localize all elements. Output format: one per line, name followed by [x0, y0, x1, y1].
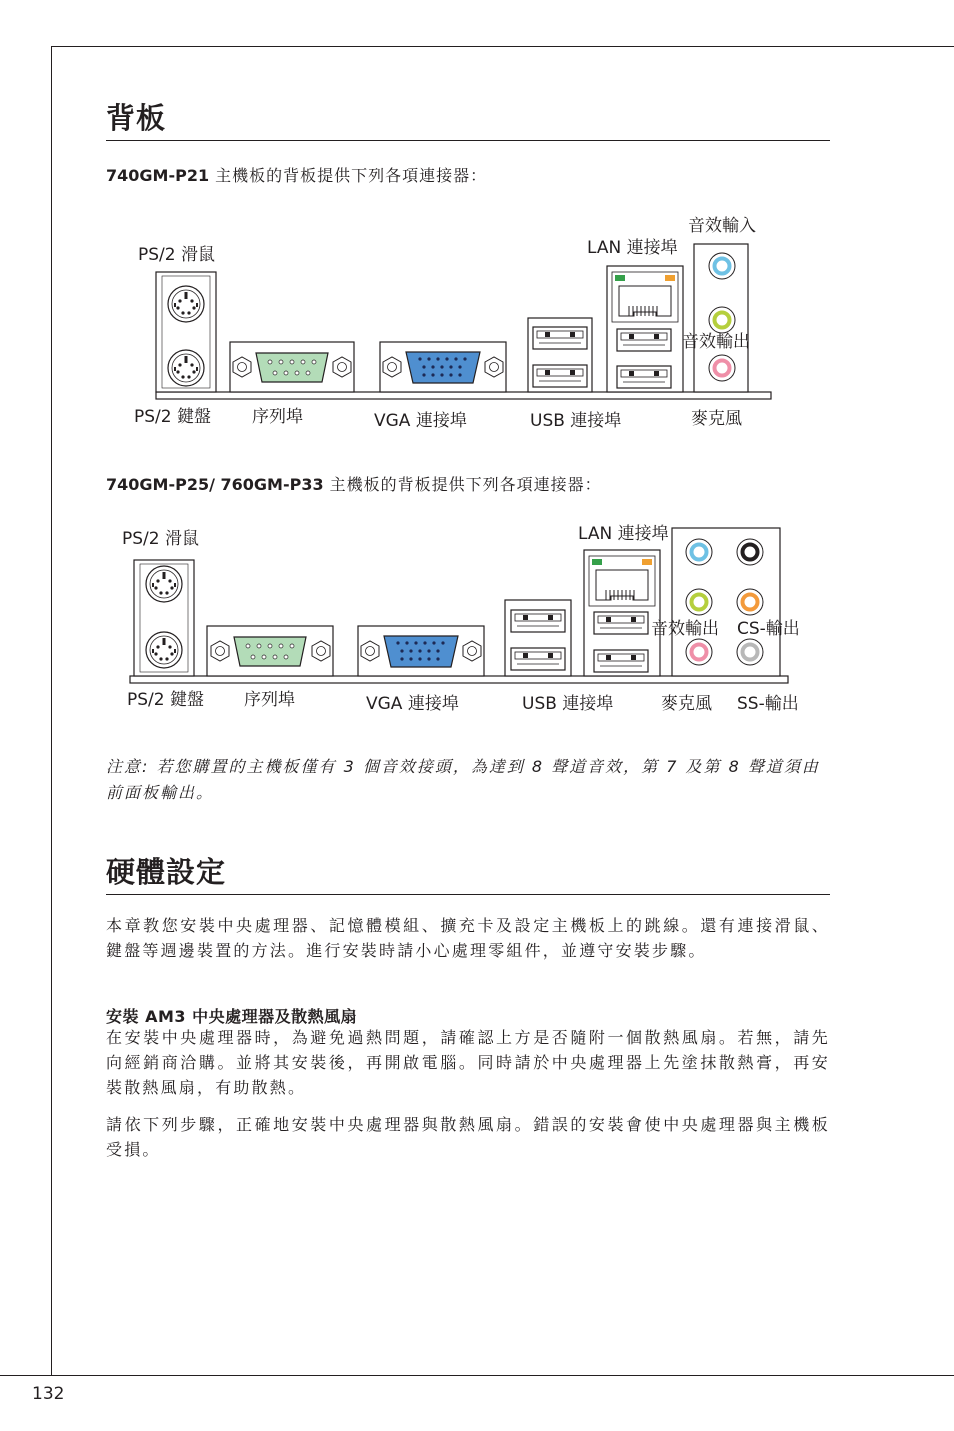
section-title-hardware: 硬體設定 — [106, 855, 227, 889]
section-title-back-panel: 背板 — [106, 101, 167, 135]
line-out-jack — [709, 307, 735, 333]
label-line-out: 音效輸出 — [651, 619, 719, 639]
panel2-model: 740GM-P25/ 760GM-P33 — [106, 475, 324, 494]
ps2-mouse-port — [168, 286, 204, 322]
label-line-out: 音效輸出 — [682, 332, 750, 352]
label-lan: LAN 連接埠 — [578, 524, 669, 544]
section-rule-back-panel — [106, 140, 830, 141]
label-usb: USB 連接埠 — [522, 694, 614, 714]
mic-jack — [686, 639, 712, 665]
section-rule-hardware — [106, 894, 830, 895]
lan-usb-stack — [584, 550, 660, 676]
panel1-intro — [106, 163, 487, 186]
cpu-install-title: 安裝 AM3 中央處理器及散熱風扇 — [106, 1007, 358, 1026]
label-usb: USB 連接埠 — [530, 411, 622, 431]
label-serial: 序列埠 — [244, 690, 295, 710]
page-number: 132 — [32, 1384, 65, 1404]
ps2-keyboard-port — [146, 632, 182, 668]
mic-jack — [709, 355, 735, 381]
line-in-jack — [686, 539, 712, 565]
cpu-install-paragraph-2: 請依下列步驟，正確地安裝中央處理器與散熱風扇。錯誤的安裝會使中央處理器與主機板受損。 — [106, 1115, 830, 1159]
usb-port-stack-1 — [505, 600, 571, 676]
rs-out-jack — [737, 539, 763, 565]
lan-usb-stack — [607, 266, 683, 392]
label-ps2-mouse: PS/2 滑鼠 — [122, 529, 199, 549]
audio-note: 注意: 若您購置的主機板僅有 3 個音效接頭，為達到 8 聲道音效，第 7 及第 8 聲道須由前面板輸出。 — [106, 757, 820, 802]
label-ps2-keyboard: PS/2 鍵盤 — [134, 407, 211, 427]
page-frame-left — [51, 46, 52, 1376]
back-panel-diagram-2 — [118, 514, 828, 724]
label-mic: 麥克風 — [661, 694, 712, 714]
panel1-intro-text: 主機板的背板提供下列各項連接器： — [209, 166, 488, 185]
vga-port — [358, 626, 484, 676]
page-frame-bottom — [0, 1375, 954, 1376]
back-panel-diagram-1 — [126, 200, 776, 440]
label-mic: 麥克風 — [691, 409, 742, 429]
cpu-install-paragraph-1: 在安裝中央處理器時，為避免過熱問題，請確認上方是否隨附一個散熱風扇。若無，請先向經銷商洽購。並將其安裝後，再開啟電腦。同時請於中央處理器上先塗抹散熱膏，再安裝散熱風扇，有助散熱。 — [106, 1028, 830, 1097]
line-in-jack — [709, 253, 735, 279]
audio-jack-stack — [672, 528, 780, 676]
ss-out-jack — [737, 639, 763, 665]
label-cs-out: CS-輸出 — [737, 619, 800, 639]
serial-port — [230, 342, 354, 392]
label-vga: VGA 連接埠 — [366, 694, 459, 714]
label-line-in: 音效輸入 — [688, 216, 756, 236]
ps2-keyboard-port — [168, 350, 204, 386]
panel2-intro-text: 主機板的背板提供下列各項連接器： — [323, 475, 602, 494]
hardware-intro: 本章教您安裝中央處理器、記憶體模組、擴充卡及設定主機板上的跳線。還有連接滑鼠、鍵盤等週邊裝置的方法。進行安裝時請小心處理零組件，並遵守安裝步驟。 — [106, 916, 830, 960]
panel2-intro — [106, 472, 602, 495]
panel1-model: 740GM-P21 — [106, 166, 210, 185]
cs-out-jack — [737, 589, 763, 615]
line-out-jack — [686, 589, 712, 615]
label-ss-out: SS-輸出 — [737, 694, 799, 714]
label-lan: LAN 連接埠 — [587, 238, 678, 258]
label-ps2-mouse: PS/2 滑鼠 — [138, 245, 215, 265]
label-vga: VGA 連接埠 — [374, 411, 467, 431]
label-serial: 序列埠 — [252, 407, 303, 427]
audio-jack-stack — [694, 244, 748, 392]
page-frame-top — [51, 46, 954, 47]
serial-port — [207, 626, 333, 676]
ps2-mouse-port — [146, 566, 182, 602]
vga-port — [380, 342, 506, 392]
usb-port-stack-1 — [528, 318, 592, 392]
label-ps2-keyboard: PS/2 鍵盤 — [127, 690, 204, 710]
